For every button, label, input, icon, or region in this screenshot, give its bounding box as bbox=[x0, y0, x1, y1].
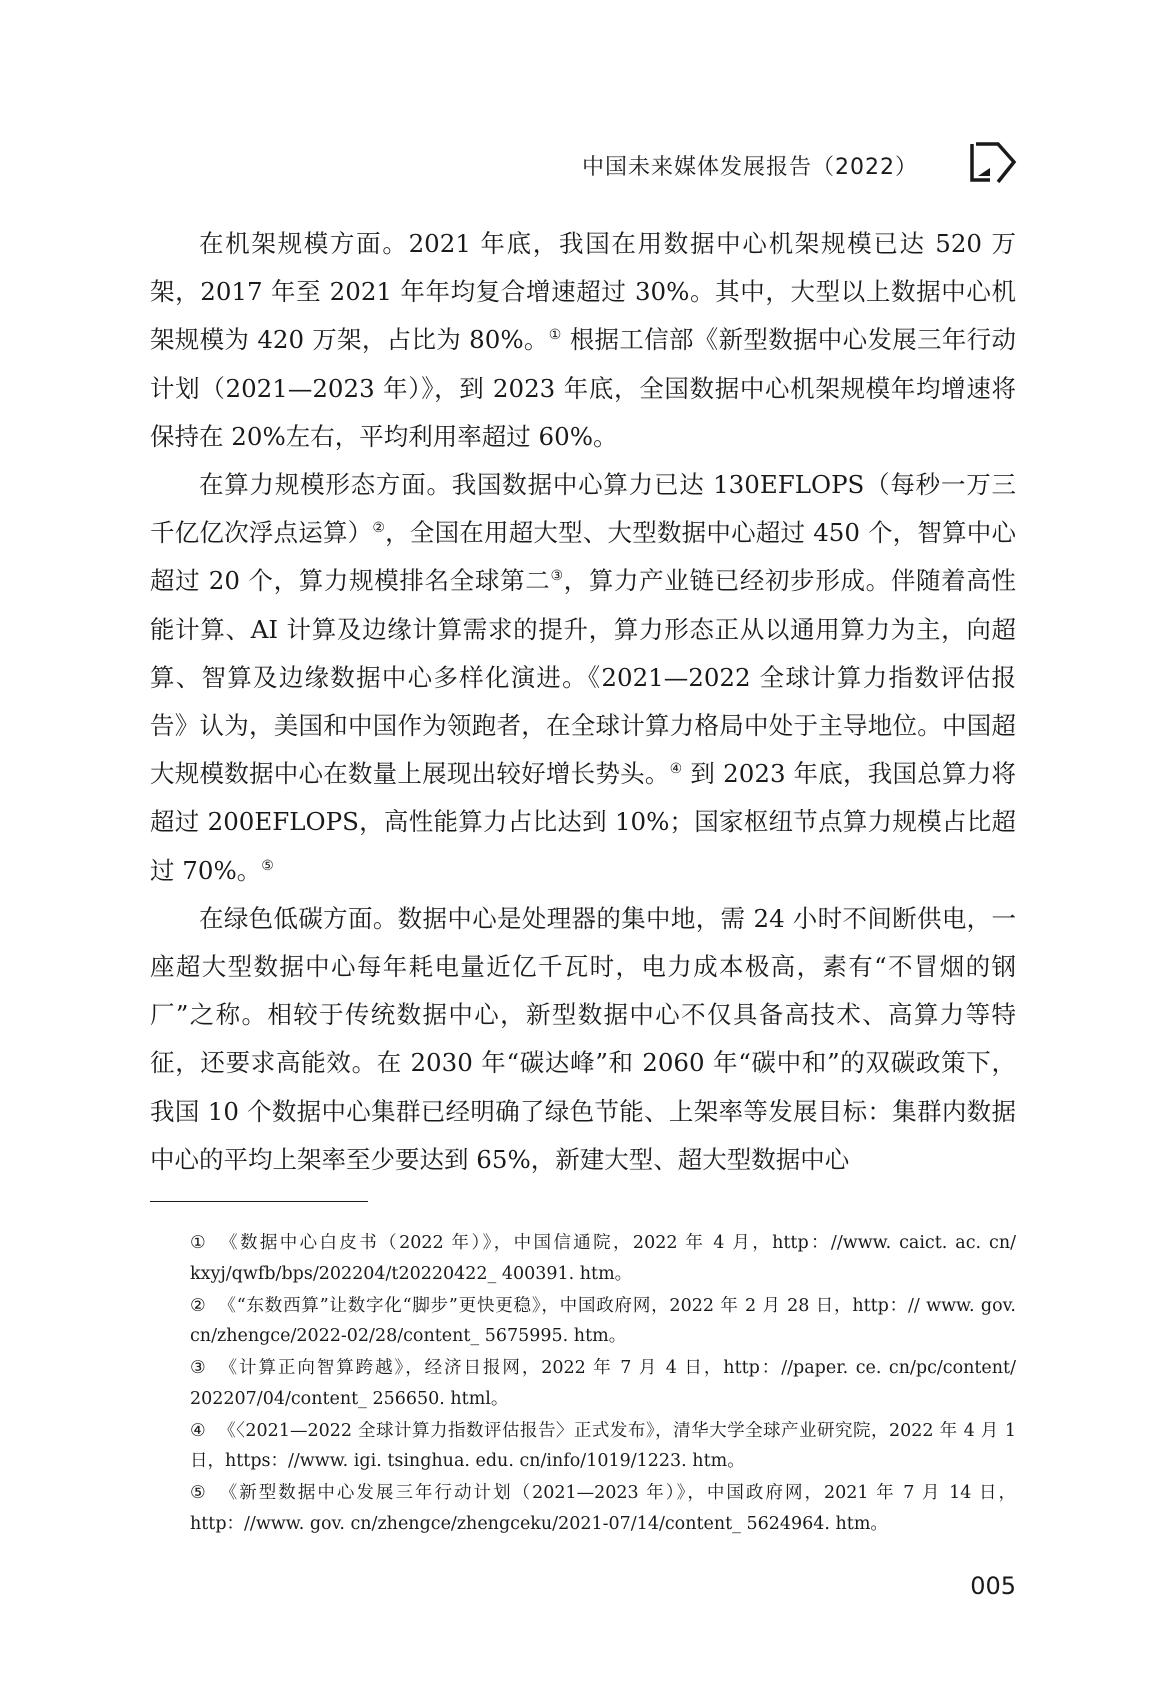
footnote-reference: ① bbox=[548, 327, 562, 344]
footnote-reference: ⑤ bbox=[261, 857, 274, 874]
footnotes bbox=[190, 1228, 1016, 1541]
footnote-marker: ③ bbox=[190, 1358, 208, 1378]
paragraph-text: ，全国在用超大型、大型数据中心超过 450 个，智算中心超过 20 个，算力规模排名全球第二 bbox=[150, 518, 1016, 596]
footnote-item bbox=[190, 1353, 1016, 1414]
footnote-reference: ③ bbox=[550, 568, 564, 585]
footnote-marker: ② bbox=[190, 1295, 207, 1316]
footnote-item bbox=[190, 1291, 1016, 1352]
footnote-reference: ④ bbox=[669, 761, 683, 778]
footnote-divider bbox=[150, 1201, 368, 1202]
body-paragraph bbox=[150, 220, 1016, 461]
paragraph-text: 在算力规模形态方面。我国数据中心算力已达 130EFLOPS（每秒一万三千亿亿次浮点运算） bbox=[150, 470, 1016, 548]
body-paragraph bbox=[150, 461, 1016, 895]
footnote-reference: ② bbox=[372, 520, 386, 537]
footnote-text: 《“东数西算”让数字化“脚步”更快更稳》，中国政府网，2022 年 2 月 28 日，http：// www. gov. cn/zhengce/2022-02/28/content_ 5675995. htm。 bbox=[190, 1295, 1016, 1346]
page-number: 005 bbox=[970, 1572, 1016, 1600]
arrow-logo-icon bbox=[968, 140, 1020, 186]
paragraph-text: 在绿色低碳方面。数据中心是处理器的集中地，需 24 小时不间断供电，一座超大型数据中心每年耗电量近亿千瓦时，电力成本极高，素有“不冒烟的钢厂”之称。相较于传统数据中心，新型数据中心不仅具备高技术、高算力等特征，还要求高能效。在 2030 年“碳达峰”和 2060 年“碳中和”的双碳政策下，我国 10 个数据中心集群已经明确了绿色节能、上架率等发展目标：集群内数据中心的平均上架率至少要达到 65%，新建大型、超大型数据中心 bbox=[150, 903, 1016, 1174]
body-text bbox=[150, 220, 1016, 1184]
footnote-marker: ④ bbox=[190, 1420, 207, 1441]
footnote-item bbox=[190, 1416, 1016, 1477]
footnote-text: 《计算正向智算跨越》，经济日报网，2022 年 7 月 4 日，http：//paper. ce. cn/pc/content/ 202207/04/content_ 256650. html。 bbox=[190, 1358, 1016, 1409]
footnote-marker: ① bbox=[190, 1233, 209, 1253]
footnote-text: 《新型数据中心发展三年行动计划（2021—2023 年）》，中国政府网，2021 年 7 月 14 日，http：//www. gov. cn/zhengce/zhengceku/2021-07/14/content_ 5624964. htm。 bbox=[190, 1483, 1016, 1534]
paragraph-text: ，算力产业链已经初步形成。伴随着高性能计算、AI 计算及边缘计算需求的提升，算力形态正从以通用算力为主，向超算、智算及边缘数据中心多样化演进。《2021—2022 全球计算力指数评估报告》认为，美国和中国作为领跑者，在全球计算力格局中处于主导地位。中国超大规模数据中心在数量上展现出较好增长势头。 bbox=[150, 566, 1016, 789]
footnote-marker: ⑤ bbox=[190, 1483, 208, 1503]
footnote-item bbox=[190, 1478, 1016, 1539]
footnote-item bbox=[190, 1228, 1016, 1289]
header-title: 中国未来媒体发展报告（2022） bbox=[582, 155, 918, 180]
body-paragraph bbox=[150, 895, 1016, 1184]
paragraph-text: 在机架规模方面。2021 年底，我国在用数据中心机架规模已达 520 万架，2017 年至 2021 年年均复合增速超过 30%。其中，大型以上数据中心机架规模为 420 万架，占比为 80%。 bbox=[150, 229, 1016, 355]
footnote-text: 《数据中心白皮书（2022 年）》，中国信通院，2022 年 4 月，http：//www. caict. ac. cn/ kxyj/qwfb/bps/202204/t20220422_ 400391. htm。 bbox=[190, 1233, 1016, 1284]
footnote-text: 《〈2021—2022 全球计算力指数评估报告〉正式发布》，清华大学全球产业研究院，2022 年 4 月 1 日，https：//www. igi. tsinghua. edu. cn/info/1019/1223. htm。 bbox=[190, 1420, 1016, 1471]
paragraph-text: 到 2023 年底，我国总算力将超过 200EFLOPS，高性能算力占比达到 10%；国家枢纽节点算力规模占比超过 70%。 bbox=[150, 759, 1016, 885]
paragraph-text: 根据工信部《新型数据中心发展三年行动计划（2021—2023 年）》，到 2023 年底，全国数据中心机架规模年均增速将保持在 20%左右，平均利用率超过 60%。 bbox=[150, 325, 1016, 451]
